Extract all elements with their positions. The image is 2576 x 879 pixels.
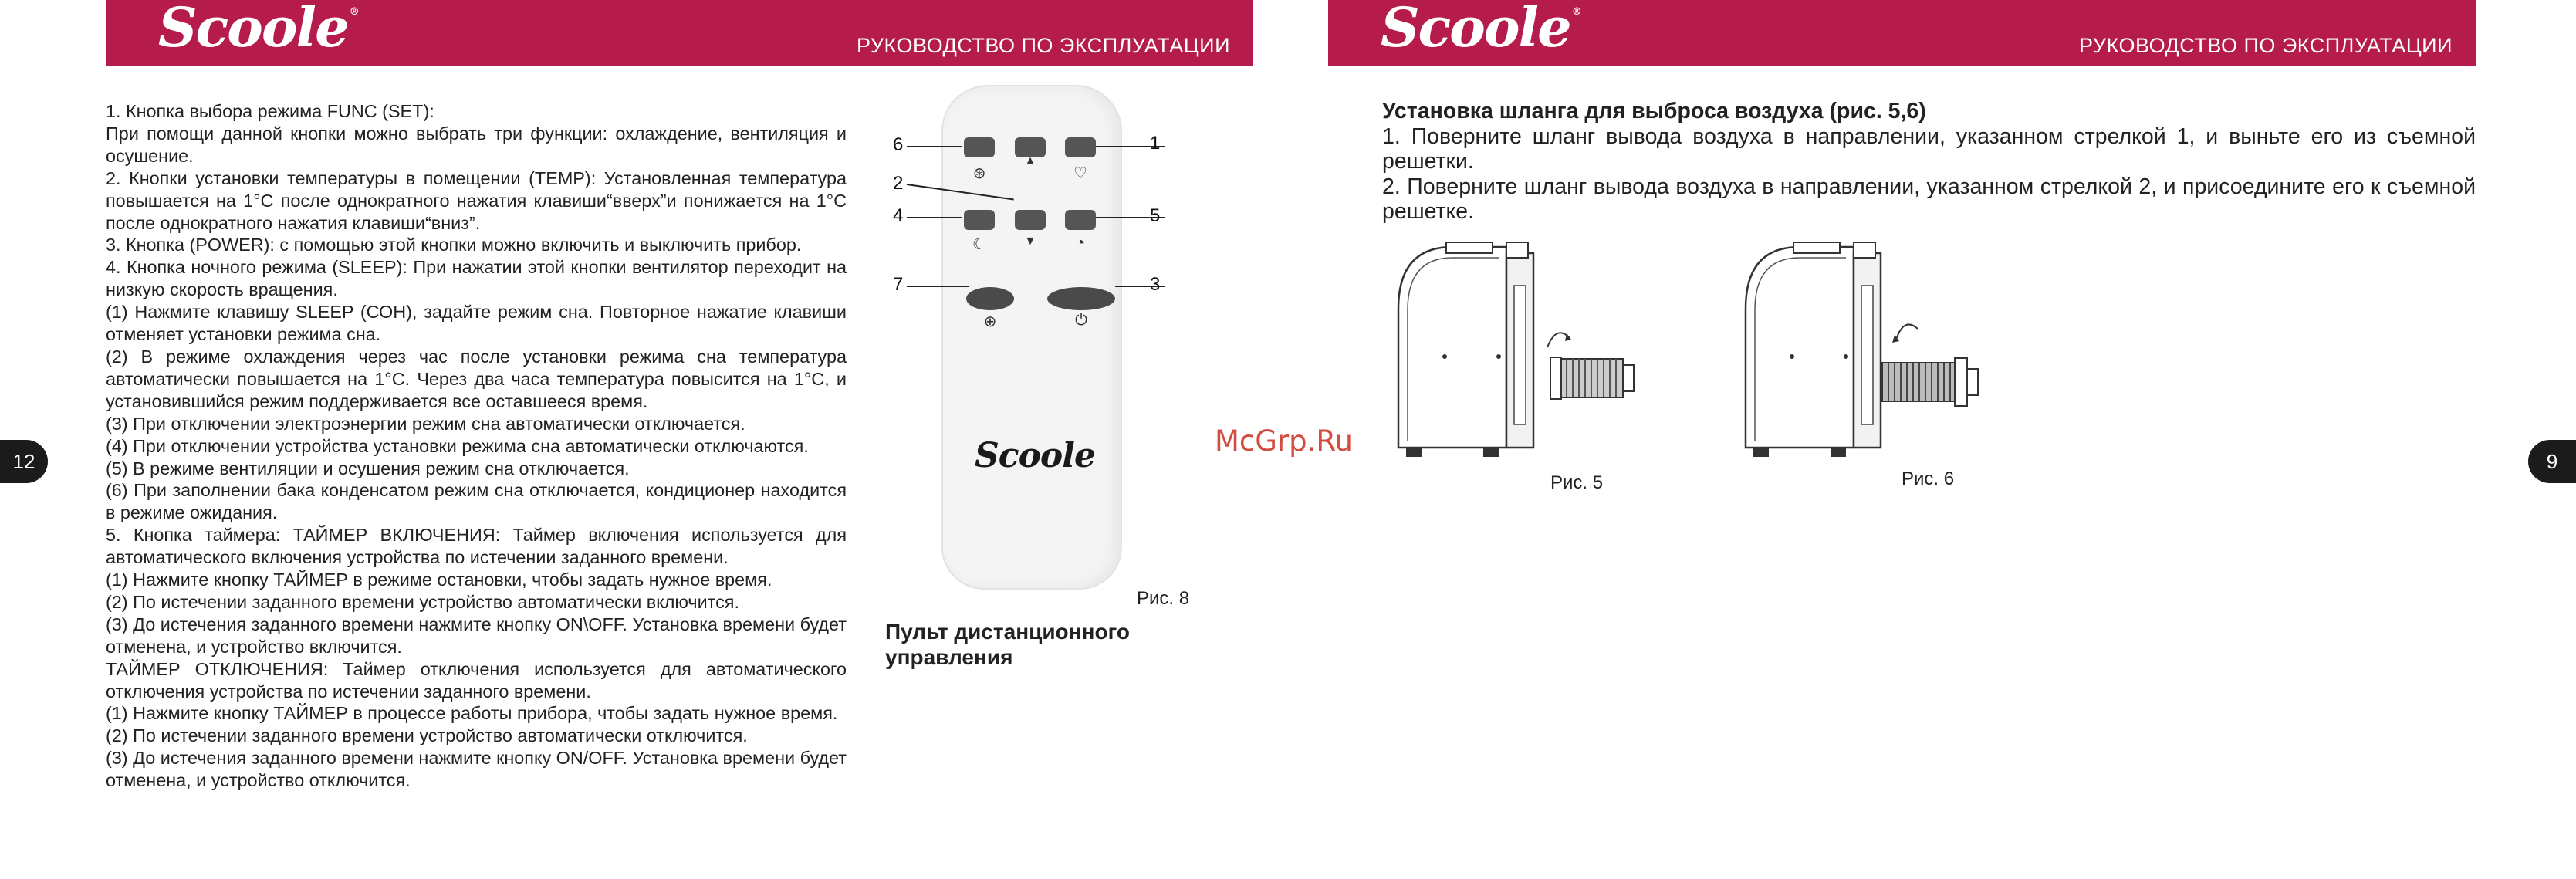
remote-brand-logo: Scoole — [975, 436, 1095, 475]
arrow-up-icon: ▲ — [1024, 154, 1036, 167]
hose-illustration — [1547, 343, 1639, 413]
paragraph: 1. Кнопка выбора режима FUNC (SET): — [106, 101, 434, 121]
power-mode-button — [1065, 137, 1096, 157]
callout-1: 1 — [1150, 133, 1161, 154]
page-header — [1328, 0, 2476, 66]
remote-caption: Пульт дистанционного управления — [885, 620, 1130, 669]
temp-down-button — [1015, 210, 1046, 230]
brand-logo: Scoole ® — [1381, 0, 1580, 59]
clock-icon: ◔ — [1075, 235, 1086, 252]
paragraph: При помощи данной кнопки можно выбрать три функции: охлаждение, вентиляция и осушение. — [106, 123, 847, 166]
sleep-button — [964, 210, 995, 230]
paragraph: (1) Нажмите кнопку ТАЙМЕР в режиме остановки, чтобы задать нужное время. — [106, 570, 772, 590]
instructions-text — [106, 100, 847, 792]
section-heading: Установка шланга для выброса воздуха (рис. 5,6) — [1382, 99, 1926, 123]
brand-logo: Scoole ® — [158, 0, 358, 59]
callout-line — [907, 286, 969, 287]
paragraph: 2. Поверните шланг вывода воздуха в направлении, указанном стрелкой 2, и присоедините его к съемной решетке. — [1382, 174, 2476, 224]
mode-icon: ♡ — [1073, 165, 1087, 182]
paragraph: (2) В режиме охлаждения через час после установки режима сна температура автоматически повышается на 1°С. Через два часа температура повысится на 1°С, и установившийся режим поддерживается все оставшееся время. — [106, 346, 847, 411]
header-title: РУКОВОДСТВО ПО ЭКСПЛУАТАЦИИ — [856, 34, 1230, 57]
page-number: 12 — [0, 440, 48, 483]
callout-4: 4 — [893, 205, 904, 226]
page-header — [106, 0, 1253, 66]
fan-icon: ⊛ — [972, 165, 986, 182]
timer-button — [1065, 210, 1096, 230]
paragraph: 5. Кнопка таймера: ТАЙМЕР ВКЛЮЧЕНИЯ: Таймер включения используется для автоматического включения устройства по истечении заданного времени. — [106, 525, 847, 568]
callout-6: 6 — [893, 134, 904, 155]
paragraph: (5) В режиме вентиляции и осушения режим сна отключается. — [106, 458, 630, 478]
callout-line — [907, 217, 962, 218]
figure-5-label: Рис. 5 — [1550, 472, 1604, 493]
paragraph: (4) При отключении устройства установки режима сна автоматически отключаются. — [106, 435, 809, 456]
paragraph: (1) Нажмите клавишу SLEEP (СОН), задайте режим сна. Повторное нажатие клавиши отменяет установки режима сна. — [106, 302, 847, 345]
func-button — [964, 137, 995, 157]
power-icon: ⏻ — [1075, 312, 1087, 329]
paragraph: (2) По истечении заданного времени устройство автоматически отключится. — [106, 725, 748, 746]
hose-illustration — [1881, 347, 1981, 417]
paragraph: 4. Кнопка ночного режима (SLEEP): При нажатии этой кнопки вентилятор переходит на низкую скорость вращения. — [106, 257, 847, 300]
swing-icon: ⊕ — [983, 313, 997, 330]
remote-control-figure — [884, 77, 1223, 602]
figure-6-label: Рис. 6 — [1902, 468, 1955, 489]
callout-3: 3 — [1150, 274, 1161, 295]
header-title: РУКОВОДСТВО ПО ЭКСПЛУАТАЦИИ — [2078, 34, 2453, 57]
callout-5: 5 — [1150, 205, 1161, 226]
callout-7: 7 — [893, 274, 904, 295]
page-number: 9 — [2528, 440, 2576, 483]
paragraph: 2. Кнопки установки температуры в помещении (TEMP): Установленная температура повышается на 1°С после однократного нажатия клавиши“вверх”и понижается на 1°С после однократного нажатия клавиши“вниз”. — [106, 167, 847, 233]
swing-button — [966, 287, 1014, 310]
callout-line — [907, 146, 962, 147]
hose-instructions — [1382, 99, 2476, 225]
remote-body — [941, 85, 1122, 590]
right-page — [1288, 0, 2576, 879]
paragraph: (1) Нажмите кнопку ТАЙМЕР в процессе работы прибора, чтобы задать нужное время. — [106, 703, 838, 724]
paragraph: 1. Поверните шланг вывода воздуха в направлении, указанном стрелкой 1, и выньте его из съемной решетки. — [1382, 123, 2476, 174]
callout-2: 2 — [893, 173, 904, 194]
paragraph: (6) При заполнении бака конденсатом режим сна отключается, кондиционер находится в режиме ожидания. — [106, 480, 847, 523]
power-button — [1047, 287, 1115, 310]
paragraph: ТАЙМЕР ОТКЛЮЧЕНИЯ: Таймер отключения используется для автоматического отключения устройства по истечении заданного времени. — [106, 658, 847, 702]
arrow-down-icon: ▼ — [1024, 235, 1036, 248]
moon-icon: ☾ — [972, 236, 986, 253]
paragraph: (3) До истечения заданного времени нажмите кнопку ON\OFF. Установка времени будет отменена, и устройство включится. — [106, 614, 847, 657]
paragraph: (3) До истечения заданного времени нажмите кнопку ON/OFF. Установка времени будет отменена, и устройство отключится. — [106, 748, 847, 791]
watermark: McGrp.Ru — [1215, 424, 1353, 458]
figure-label: Рис. 8 — [1137, 588, 1190, 609]
paragraph: (3) При отключении электроэнергии режим сна автоматически отключается. — [106, 413, 745, 434]
paragraph: (2) По истечении заданного времени устройство автоматически включится. — [106, 591, 739, 612]
paragraph: 3. Кнопка (POWER): с помощью этой кнопки можно включить и выключить прибор. — [106, 235, 802, 255]
